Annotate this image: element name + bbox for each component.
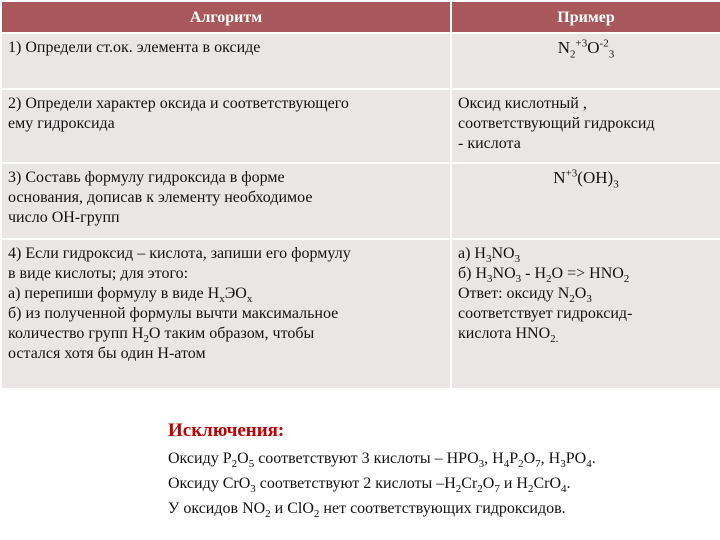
exceptions-title: Исключения: bbox=[168, 420, 285, 441]
step-4-line: а) перепиши формулу в виде $H_xЭO_x$ bbox=[8, 285, 253, 306]
table-header-row bbox=[1, 1, 720, 33]
formula-n2o3-oxidation: $N_2^{+3}O^{-2}_3$ bbox=[557, 37, 615, 61]
step-2-example bbox=[451, 89, 720, 163]
step-4-example-line: б) $H_3NO_3 - H_2O => HNO_2$ bbox=[458, 265, 630, 286]
header-example: Пример bbox=[451, 1, 720, 33]
step-1-example bbox=[451, 33, 720, 89]
step-2-example-line: Оксид кислотный , bbox=[458, 95, 587, 112]
table-row bbox=[1, 163, 720, 239]
step-3-example bbox=[451, 163, 720, 239]
step-2-example-line: соответствующий гидроксид bbox=[458, 115, 655, 132]
exception-line: У оксидов $NO_2$ и ClO$_2$ нет соответствующих гидроксидов. bbox=[168, 500, 566, 521]
header-algorithm: Алгоритм bbox=[1, 1, 451, 33]
step-2-line: ему гидроксида bbox=[8, 115, 115, 132]
step-4-example-line: Ответ: оксиду $N_2O_3$ bbox=[458, 285, 592, 306]
step-3-line: 3) Составь формулу гидроксида в форме bbox=[8, 169, 285, 186]
table-row bbox=[1, 89, 720, 163]
step-2-line: 2) Определи характер оксида и соответствующего bbox=[8, 95, 349, 112]
step-4-example-line: кислота $HNO_{2.}$ bbox=[458, 325, 559, 346]
step-1-text bbox=[1, 33, 451, 89]
step-4-example-line: а) $H_3NO_3$ bbox=[458, 245, 521, 266]
step-2-example-line: - кислота bbox=[458, 135, 521, 152]
exceptions-block bbox=[168, 418, 716, 521]
step-3-line: число ОН-групп bbox=[8, 209, 120, 226]
formula-hydroxide-base: $N^{+3}(OH)_3$ bbox=[553, 167, 619, 191]
step-4-line: количество групп $H_2O$ таким образом, чтобы bbox=[8, 325, 315, 346]
step-3-text bbox=[1, 163, 451, 239]
step-4-line: б) из полученной формулы вычти максимальное bbox=[8, 305, 339, 322]
step-4-text bbox=[1, 239, 451, 389]
step-4-example bbox=[451, 239, 720, 389]
step-4-example-line: соответствует гидроксид- bbox=[458, 305, 633, 322]
step-4-line: 4) Если гидроксид – кислота, запиши его формулу bbox=[8, 245, 351, 262]
step-3-line: основания, дописав к элементу необходимое bbox=[8, 189, 313, 206]
step-2-text bbox=[1, 89, 451, 163]
table-row bbox=[1, 33, 720, 89]
exception-line: Оксиду CrO$_3$ соответствуют 2 кислоты $-H_2Cr_2O_7$ и $H_2CrO_4$. bbox=[168, 475, 571, 496]
step-1-line: 1) Определи ст.ок. элемента в оксиде bbox=[8, 39, 261, 56]
table-row bbox=[1, 239, 720, 389]
step-4-line: остался хотя бы один Н-атом bbox=[8, 345, 206, 362]
exception-line: Оксиду $P_2O_5$ соответствуют 3 кислоты – $HPO_3$, $H_4P_2O_7$, $H_3PO_4$. bbox=[168, 450, 596, 471]
step-4-line: в виде кислоты; для этого: bbox=[8, 265, 189, 282]
